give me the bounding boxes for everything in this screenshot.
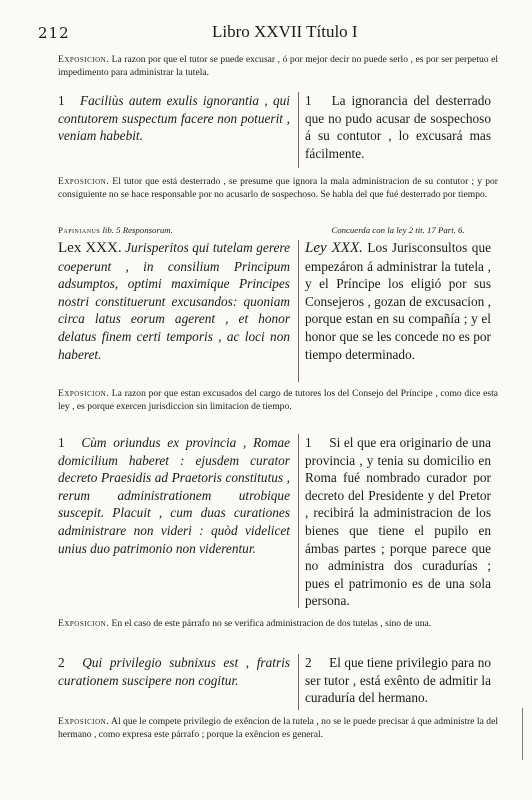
note-text: La razon por que estan excusados del cargo de tutores los del Consejo del Príncipe , como dice esta ley , es porque exercen jurisdiccion sin limitacion de tiempo. [58,388,498,412]
source-work: lib. 5 Responsorum. [102,225,173,235]
latin-paragraph [58,92,290,145]
law-heading: Lex XXX. [58,240,122,256]
spanish-paragraph [305,434,491,610]
latin-text: Jurisperitos qui tutelam gerere coeperunt , in consilium Principum adsumptos, optimi maximique Principes nostri constituerunt excusandos: quoniam circa latus eorum agerent , et honor delatus finem certi temporis , ac loci non haberet. [58,240,290,362]
column-divider [298,92,299,168]
column-divider [298,434,299,608]
note-label: Exposicion. [58,54,110,65]
note-text: La razon por que el tutor se puede excusar , ó por mejor decir no puede serlo , es por ser perpetuo el impedimento para administrar la tutela. [58,54,498,78]
spanish-text: El que tiene privilegio para no ser tutor , está exênto de admitir la curaduría del hermano. [305,655,491,706]
paragraph-number: 1 [305,93,312,108]
paragraph-number: 2 [58,655,65,670]
page-number: 212 [38,24,70,42]
exposition-note [58,716,498,741]
spanish-paragraph [305,92,491,162]
latin-source-citation [58,225,290,235]
note-label: Exposicion. [58,388,110,399]
column-divider [298,240,299,382]
spanish-concordance-citation: Concuerda con la ley 2 tit. 17 Part. 6. [331,225,465,235]
exposition-note [58,388,498,413]
note-text: El tutor que está desterrado , se presume que ignora la mala administracion de su contutor ; y por consiguiente no se hace responsable por no acusarlo de sospechoso. Se habla del que fué desterrado por tiempo. [58,176,498,200]
exposition-note [58,54,498,79]
paragraph-number: 1 [58,93,65,108]
spanish-text: Si el que era originario de una provincia , y tenia su domicilio en Roma fué nombrado curador por decreto del Presidente y del Pretor , recibirá la administracion de los bienes que tiene el pupilo en ámbas partes ; porque parece que no administra dos curadurías ; pues el patrimonio es de una sola persona. [305,435,491,609]
spanish-text: Los Jurisconsultos que empezáron á administrar la tutela , y el Príncipe los eligió por sus Consejeros , gozan de excusacion , porque estan en su compañía ; y el honor que se les concede no es por tiempo determinado. [305,240,491,362]
latin-paragraph [58,434,290,557]
exposition-note [58,176,498,201]
running-title: Libro XXVII Título I [212,22,358,41]
paragraph-number: 1 [305,435,312,450]
note-label: Exposicion. [58,716,110,727]
note-label: Exposicion. [58,618,110,629]
spanish-paragraph [305,654,491,707]
paragraph-number: 1 [58,435,65,450]
latin-paragraph [58,654,290,689]
latin-text: Faciliùs autem exulis ignorantia , qui contutorem suspectum facere non potuerit , veniam habebit. [58,93,290,144]
page-edge-mark [522,708,523,760]
column-divider [298,654,299,710]
spanish-text: La ignorancia del desterrado que no pudo acusar de sospechoso á su contutor , lo excusará mas fácilmente. [305,93,492,161]
latin-law-text [58,239,290,363]
exposition-note [58,618,498,631]
source-author: Papinianus [58,225,101,235]
law-heading: Ley XXX. [305,240,363,256]
latin-text: Qui privilegio subnixus est , fratris curationem suscipere non cogitur. [58,655,290,688]
note-text: Al que le compete privilegio de exêncion de la tutela , no se le puede precisar á que administre la del hermano , como expresa este párrafo ; porque la exêncion es general. [58,716,498,740]
spanish-law-text [305,239,491,363]
note-label: Exposicion. [58,176,110,187]
paragraph-number: 2 [305,655,312,670]
page-header [38,24,496,48]
latin-text: Cùm oriundus ex provincia , Romae domicilium haberet : ejusdem curator decreto Praesidis ad Praetoris constitutus , rerum administrationem utrobique suscepit. Placuit , cum duas curationes administrare non videri : quòd videlicet unius duo patrimonio non viderentur. [58,435,291,556]
note-text: En el caso de este párrafo no se verifica administracion de dos tutelas , sino de una. [111,618,432,629]
